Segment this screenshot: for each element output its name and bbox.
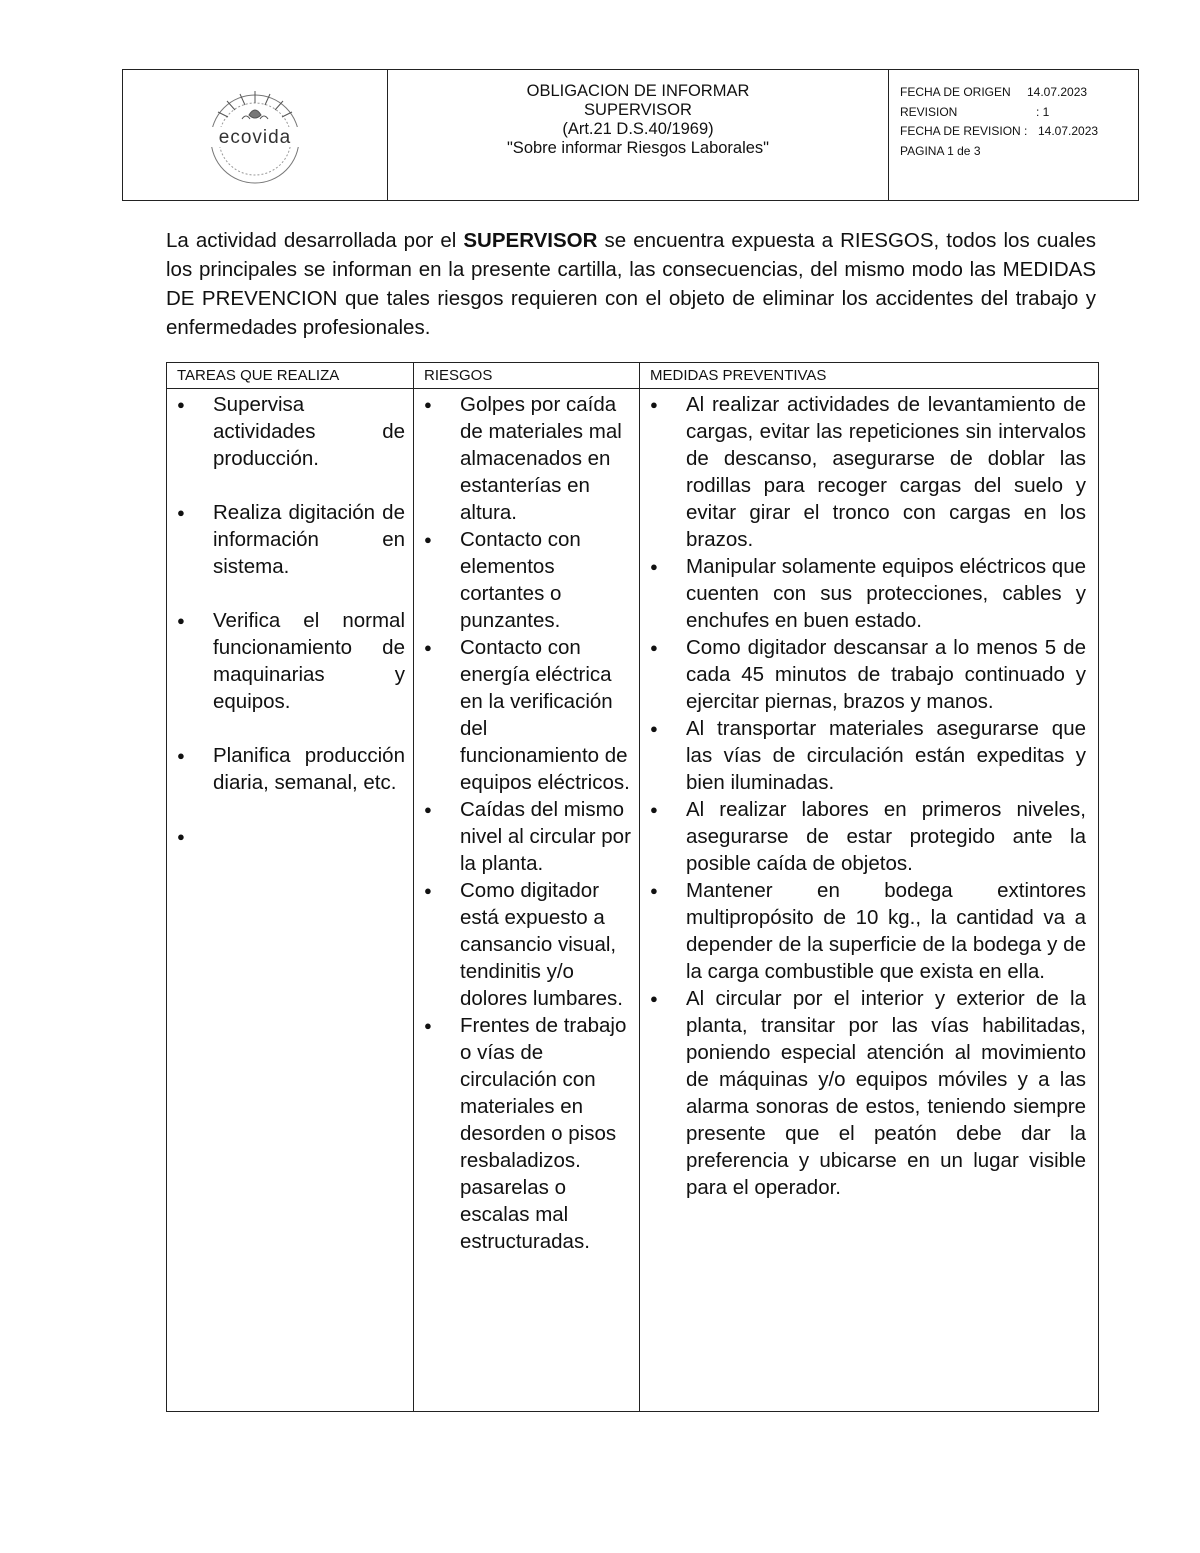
meta-value: 14.07.2023 [1027,85,1088,99]
title-line: "Sobre informar Riesgos Laborales" [506,139,770,157]
list-item: ● Caídas del mismo nivel al circular por la planta. [414,796,631,877]
header-medidas: MEDIDAS PREVENTIVAS [650,367,827,384]
meta-label: REVISION [900,104,958,119]
meta-label: FECHA DE REVISION : [900,124,1028,138]
document-meta [889,70,1138,200]
list-item: ● Al realizar actividades de levantamiento de cargas, evitar las repeticiones sin intervalos de descanso, asegurarse de doblar las rodillas para recoger cargas del suelo y evitar girar el tronco con cargas en los brazos. [640,391,1086,553]
intro-paragraph [166,226,1096,342]
column-medidas [640,389,1098,1411]
list-item: ● Golpes por caída de materiales mal almacenados en estanterías en altura. [414,391,631,526]
list-item: ● Planifica producción diaria, semanal, etc. [167,742,405,796]
meta-value: 14.07.2023 [1038,124,1099,138]
list-item: ● Realiza digitación de información en sistema. [167,499,405,580]
header-tareas: TAREAS QUE REALIZA [167,363,414,388]
table-body [167,389,1098,1411]
document-header [122,69,1139,201]
meta-value: : 1 [1036,104,1050,119]
column-riesgos [414,389,640,1411]
intro-bold: SUPERVISOR [463,229,598,252]
meta-fecha-origen [900,83,1138,103]
list-item: ● Mantener en bodega extintores multipropósito de 10 kg., la cantidad va a depender de la superficie de la bodega y de la carga combustible que exista en ella. [640,877,1086,985]
medidas-list [640,389,1098,1201]
tareas-list [167,389,413,850]
header-riesgos: RIESGOS [414,363,640,388]
list-item-empty [167,823,405,850]
title-line: SUPERVISOR [584,101,692,119]
document-title [388,70,889,200]
list-item: ● Manipular solamente equipos eléctricos que cuenten con sus protecciones, cables y enchufes en buen estado. [640,553,1086,634]
title-line: (Art.21 D.S.40/1969) [562,120,714,138]
list-item: ● Como digitador descansar a lo menos 5 de cada 45 minutos de trabajo continuado y ejercitar piernas, brazos y manos. [640,634,1086,715]
list-item: ● Contacto con elementos cortantes o punzantes. [414,526,631,634]
meta-pagina [900,142,1138,162]
list-item: ● Frentes de trabajo o vías de circulación con materiales en desorden o pisos resbaladizos. pasarelas o escalas mal estructuradas. [414,1012,631,1255]
intro-text: se encuentra expuesta a RIESGOS, todos los cuales los principales se informan en la presente cartilla, las consecuencias, del mismo modo las MEDIDAS DE PREVENCION que tales riesgos requieren con el objeto de eliminar los accidentes del trabajo y enfermedades profesionales. [166,229,1096,339]
list-item: ● Contacto con energía eléctrica en la verificación del funcionamiento de equipos eléctricos. [414,634,631,796]
meta-revision [900,103,1138,123]
list-item: ● Verifica el normal funcionamiento de maquinarias y equipos. [167,607,405,715]
list-item: ● Al realizar labores en primeros niveles, asegurarse de estar protegido ante la posible caída de objetos. [640,796,1086,877]
risk-table [166,362,1099,1412]
ecovida-logo [200,85,310,185]
intro-text: La actividad desarrollada por el [166,229,464,252]
logo-cell [123,70,388,200]
logo-wordmark: ecovida [218,127,292,148]
list-item: ● Como digitador está expuesto a cansancio visual, tendinitis y/o dolores lumbares. [414,877,631,1012]
table-header [167,363,1098,389]
meta-label: FECHA DE ORIGEN [900,85,1011,99]
meta-label: PAGINA 1 de 3 [900,143,981,158]
column-tareas [167,389,414,1411]
list-item: ● Supervisa actividades de producción. [167,391,405,472]
riesgos-list [414,389,639,1255]
list-item: ● Al circular por el interior y exterior de la planta, transitar por las vías habilitadas, poniendo especial atención al movimiento de máquinas y/o equipos móviles y a las alarma sonoras de estos, teniendo siempre presente que el peatón debe dar la preferencia y ubicarse en un lugar visible para el operador. [640,985,1086,1201]
title-line: OBLIGACION DE INFORMAR [526,82,750,100]
list-item: ● Al transportar materiales asegurarse que las vías de circulación están expeditas y bien iluminadas. [640,715,1086,796]
meta-fecha-revision [900,122,1138,142]
